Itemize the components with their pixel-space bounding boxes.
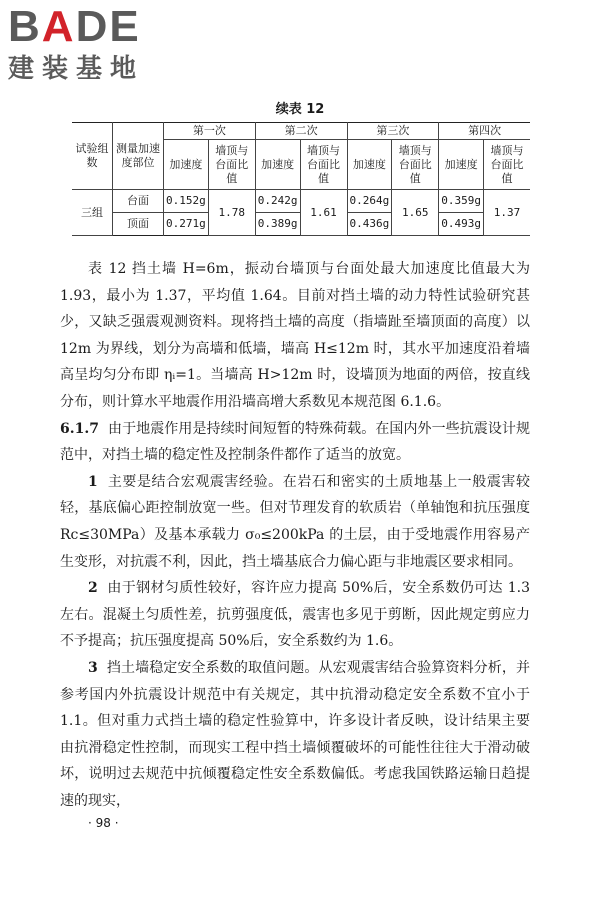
site-logo: [8, 4, 178, 84]
acceleration-table: [72, 122, 530, 236]
accel-cell: 0.359g: [439, 190, 484, 213]
header-accel: 加速度: [439, 140, 484, 190]
header-ratio: 墙顶与台面比值: [208, 140, 255, 190]
position-cell: 顶面: [113, 213, 164, 236]
body-text: [60, 256, 530, 814]
list-item: [60, 469, 530, 575]
paragraph-table-summary: 表 12 挡土墙 H=6m，振动台墙顶与台面处最大加速度比值最大为 1.93，最小为 1.37，平均值 1.64。目前对挡土墙的动力特性试验研究甚少，又缺乏强震观测资料。现将挡土墙的高度（指墙趾至墙顶面的高度）以 12m 为界线，划分为高墙和低墙，墙高 H≤12m 时，其水平加速度沿着墙高呈均匀分布即 ηᵢ=1。当墙高 H>12m 时，设墙顶为地面的两倍，按直线分布，则计算水平地震作用沿墙高增大系数见本规范图 6.1.6。: [60, 261, 530, 410]
header-group: 试验组数: [72, 123, 113, 190]
accel-cell: 0.271g: [164, 213, 209, 236]
group-cell: 三组: [72, 190, 113, 236]
section-6-1-7: [60, 416, 530, 469]
header-position: 测量加速度部位: [113, 123, 164, 190]
position-cell: 台面: [113, 190, 164, 213]
table-header-row: [72, 123, 530, 140]
accel-cell: 0.436g: [347, 213, 392, 236]
ratio-cell: 1.61: [300, 190, 347, 236]
header-accel: 加速度: [347, 140, 392, 190]
ratio-cell: 1.78: [208, 190, 255, 236]
header-run-2: 第二次: [255, 123, 347, 140]
header-run-3: 第三次: [347, 123, 439, 140]
table-row: [72, 190, 530, 213]
accel-cell: 0.242g: [255, 190, 300, 213]
item-number: 2: [88, 580, 98, 597]
page-number: · 98 ·: [88, 816, 119, 830]
item-text: 挡土墙稳定安全系数的取值问题。从宏观震害结合验算资料分析，并参考国内外抗震设计规范中有关规定，其中抗滑动稳定安全系数不宜小于 1.1。但对重力式挡土墙的稳定性验算中，许多设计者反映，设计结果主要由抗滑稳定性控制，而现实工程中挡土墙倾覆破坏的可能性往往大于滑动破坏，说明过去规范中抗倾覆稳定性安全系数偏低。考虑我国铁路运输日趋提速的现实，: [60, 659, 531, 809]
header-run-4: 第四次: [439, 123, 530, 140]
header-accel: 加速度: [164, 140, 209, 190]
item-text: 主要是结合宏观震害经验。在岩石和密实的土质地基上一般震害较轻，基底偏心距控制放宽一些。但对节理发育的软质岩（单轴饱和抗压强度 Rc≤30MPa）及基本承载力 σ₀≤200kPa 的土层，由于受地震作用容易产生变形，对抗震不利，因此，挡土墙基底合力偏心距与非地震区要求相同。: [60, 473, 530, 570]
accel-cell: 0.389g: [255, 213, 300, 236]
list-item: [60, 655, 530, 815]
item-text: 由于钢材匀质性较好，容许应力提高 50%后，安全系数仍可达 1.3 左右。混凝土匀质性差，抗剪强度低，震害也多见于剪断，因此规定剪应力不予提高；抗压强度提高 50%后，安全系数约为 1.6。: [60, 580, 530, 650]
section-text: 由于地震作用是持续时间短暂的特殊荷载。在国内外一些抗震设计规范中，对挡土墙的稳定性及控制条件都作了适当的放宽。: [60, 420, 531, 464]
accel-cell: 0.264g: [347, 190, 392, 213]
table-title: 续表 12: [275, 102, 325, 117]
logo-chinese-name: 建装基地: [8, 54, 145, 84]
list-item: [60, 575, 530, 655]
section-number: 6.1.7: [60, 420, 99, 437]
accel-cell: 0.152g: [164, 190, 209, 213]
header-accel: 加速度: [255, 140, 300, 190]
header-run-1: 第一次: [164, 123, 256, 140]
ratio-cell: 1.37: [484, 190, 531, 236]
header-ratio: 墙顶与台面比值: [300, 140, 347, 190]
accel-cell: 0.493g: [439, 213, 484, 236]
header-ratio: 墙顶与台面比值: [484, 140, 531, 190]
logo-wordmark: BADE: [8, 2, 141, 51]
item-number: 3: [88, 659, 98, 676]
ratio-cell: 1.65: [392, 190, 439, 236]
item-number: 1: [88, 473, 98, 490]
header-ratio: 墙顶与台面比值: [392, 140, 439, 190]
